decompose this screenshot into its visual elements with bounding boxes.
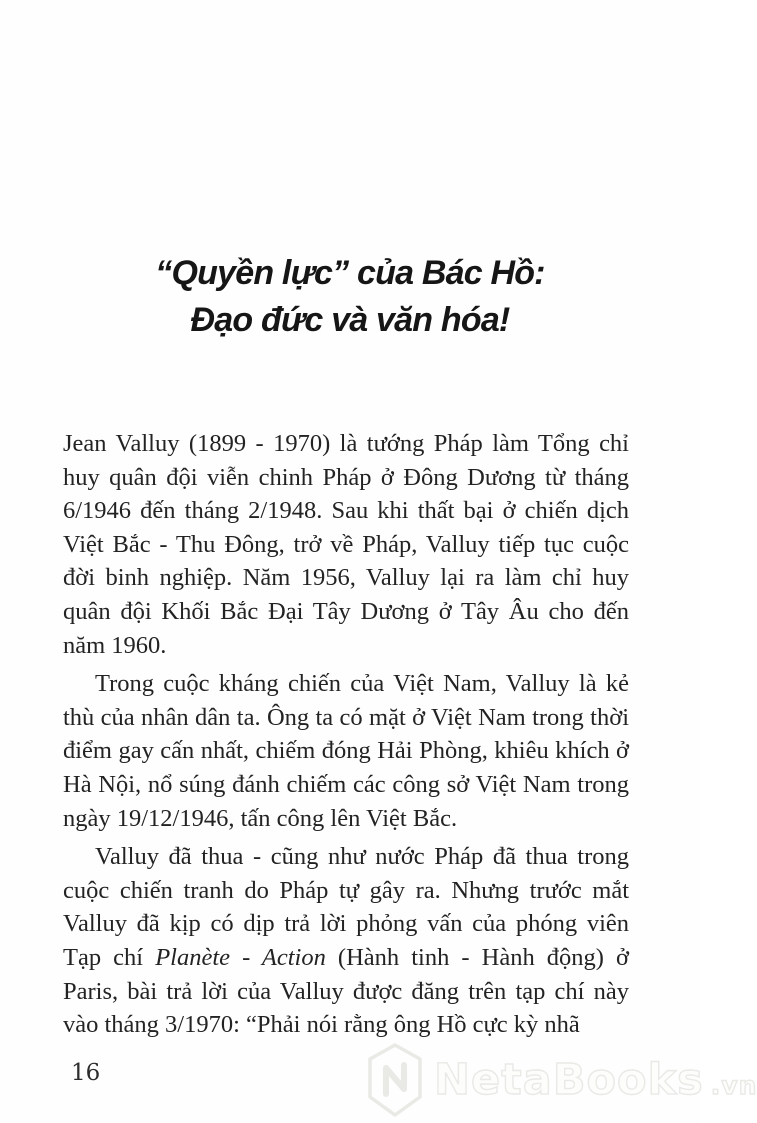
body-paragraph: [63, 840, 629, 1042]
italic-text-segment: Planète - Action: [155, 943, 326, 971]
chapter-title-line-1: “Quyền lực” của Bác Hồ:: [155, 254, 545, 292]
chapter-title: [0, 250, 700, 344]
page-number: 16: [71, 1060, 101, 1086]
text-segment: Valluy đã thua - cũng như nước Pháp đã thua trong cuộc chiến tranh do Pháp tự gây ra. Nhưng trước mắt Valluy đã kịp có dịp trả lời phỏng vấn của phóng viên Tạp chí: [63, 843, 629, 971]
chapter-title-line-2: Đạo đức và văn hóa!: [190, 301, 510, 339]
text-segment: Jean Valluy (1899 - 1970) là tướng Pháp làm Tổng chỉ huy quân đội viễn chinh Pháp ở Đông Dương từ tháng 6/1946 đến tháng 2/1948. Sau khi thất bại ở chiến dịch Việt Bắc - Thu Đông, trở về Pháp, Valluy tiếp tục cuộc đời binh nghiệp. Năm 1956, Valluy lại ra làm chỉ huy quân đội Khối Bắc Đại Tây Dương ở Tây Âu cho đến năm 1960.: [63, 430, 629, 659]
body-paragraph: [63, 427, 629, 662]
netabooks-hexagon-n-logo-icon: [366, 1042, 424, 1118]
netabooks-watermark-text: [434, 1055, 757, 1105]
watermark-brand-label: NetaBooks: [434, 1055, 704, 1105]
netabooks-watermark: [366, 1042, 757, 1118]
text-segment: Trong cuộc kháng chiến của Việt Nam, Valluy là kẻ thù của nhân dân ta. Ông ta có mặt ở Việt Nam trong thời điểm gay cấn nhất, chiếm đóng Hải Phòng, khiêu khích ở Hà Nội, nổ súng đánh chiếm các công sở Việt Nam trong ngày 19/12/1946, tấn công lên Việt Bắc.: [63, 670, 629, 832]
body-paragraph: [63, 667, 629, 835]
watermark-domain-suffix: .vn: [710, 1071, 757, 1100]
body-text: [63, 427, 629, 1047]
text-segment: (Hành tinh - Hành động) ở Paris, bài trả lời của Valluy được đăng trên tạp chí này vào tháng 3/1970: “Phải nói rằng ông Hồ cực kỳ nhã: [63, 943, 629, 1039]
